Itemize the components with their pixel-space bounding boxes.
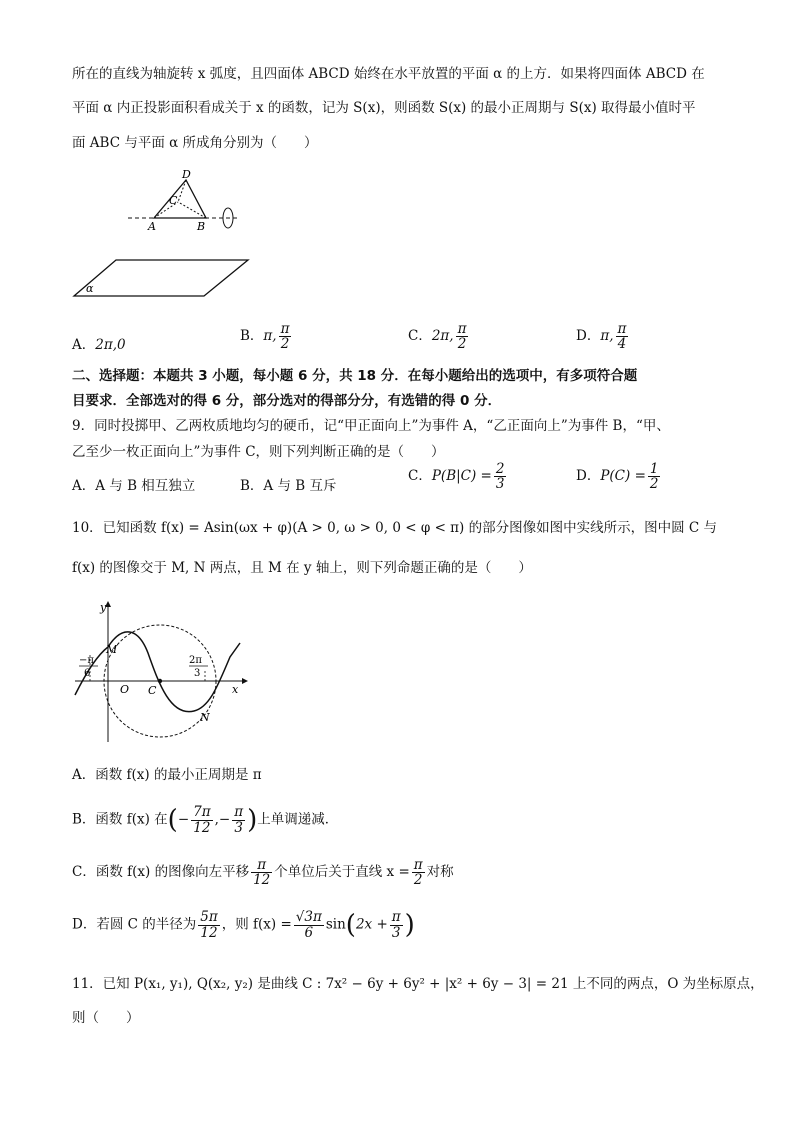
fraction-denominator: 12 <box>200 924 218 941</box>
fraction-numerator: 7π <box>193 804 211 821</box>
option-label: A． <box>72 767 96 783</box>
point-c <box>158 679 162 683</box>
fraction-denominator: 3 <box>391 924 401 941</box>
fraction-numerator: π <box>617 321 627 337</box>
q8-option-d[interactable] <box>576 322 630 351</box>
fraction-denominator: 6 <box>304 924 314 941</box>
label-c: C <box>148 684 157 697</box>
option-text: 2π, <box>431 328 454 345</box>
fraction-denominator: 2 <box>280 336 290 353</box>
q10-line-1: 10．已知函数 f(x) = Asin(ωx + φ)(A > 0, ω > 0, 0 < φ < π) 的部分图像如图中实线所示，图中圆 C 与 <box>72 520 718 536</box>
fraction-numerator: π <box>391 909 401 926</box>
fraction-denominator: 12 <box>193 819 211 836</box>
option-text: π, <box>600 328 614 345</box>
fraction-denominator: 3 <box>234 819 243 836</box>
q9-option-a[interactable] <box>72 474 195 494</box>
q9-option-c[interactable] <box>408 462 508 491</box>
fraction-denominator: 12 <box>253 872 271 889</box>
option-text-post: 对称 <box>426 864 454 881</box>
option-label: B． <box>240 328 264 345</box>
option-text: π, <box>263 328 277 345</box>
fraction-denominator: 4 <box>617 336 627 353</box>
label-m: M <box>106 643 118 656</box>
fraction-numerator: 1 <box>649 461 659 477</box>
label-three: 3 <box>194 668 201 679</box>
label-a: A <box>148 220 156 233</box>
q8-option-b[interactable] <box>240 322 293 351</box>
option-label: A． <box>72 478 96 494</box>
fraction-numerator: π <box>234 804 244 821</box>
option-text: P(B|C) = <box>431 468 492 485</box>
fraction-numerator: π <box>280 321 290 337</box>
edge-dc <box>178 180 186 202</box>
fraction-denominator: 2 <box>649 476 659 493</box>
option-label: B． <box>72 811 96 828</box>
plane-alpha <box>74 260 248 296</box>
option-text: A 与 B 互斥 <box>263 478 337 494</box>
q9-line-2: 乙至少一枚正面向上”为事件 C，则下列判断正确的是（ ） <box>72 444 445 460</box>
option-label: D． <box>576 468 601 485</box>
option-text: 函数 f(x) 的图像向左平移 <box>95 864 250 881</box>
q11-line-2: 则（ ） <box>72 1010 140 1026</box>
q8-option-c[interactable] <box>408 322 470 351</box>
option-label: C． <box>408 468 432 485</box>
fraction-numerator: π <box>251 858 272 873</box>
label-six: 6 <box>84 668 91 679</box>
label-o: O <box>120 683 130 696</box>
sine-circle-graph <box>70 595 255 745</box>
q8-option-a[interactable] <box>72 333 126 353</box>
label-x: x <box>232 683 239 696</box>
tetrahedron-figure <box>68 168 253 303</box>
option-text: 函数 f(x) 在 <box>95 811 168 828</box>
option-text: P(C) = <box>600 468 646 485</box>
fraction-numerator: 5π <box>200 909 218 926</box>
section-2-heading-line-2: 目要求．全部选对的得 6 分，部分选对的得部分分，有选错的得 0 分． <box>72 393 502 409</box>
q8-line-3: 面 ABC 与平面 α 所成角分别为（ ） <box>72 135 318 151</box>
label-two-pi: 2π <box>189 655 202 666</box>
label-d: D <box>182 168 191 181</box>
section-2-heading-line-1: 二、选择题：本题共 3 小题，每小题 6 分，共 18 分．在每小题给出的选项中，有多项符合题 <box>72 368 638 384</box>
q9-option-d[interactable] <box>576 462 662 491</box>
option-label: C． <box>408 328 432 345</box>
fraction-numerator: π <box>413 857 423 873</box>
q10-option-a[interactable] <box>72 763 262 783</box>
x-axis-arrow <box>242 678 248 684</box>
q11-line-1: 11．已知 P(x₁, y₁), Q(x₂, y₂) 是曲线 C : 7x² − 6y + 6y² + |x² + 6y − 3| = 21 上不同的两点，O 为坐标原点， <box>72 976 764 992</box>
sin-function: sin <box>325 916 346 933</box>
fraction-denominator: 2 <box>457 336 467 353</box>
q10-option-d[interactable]: D．若圆 C 的半径为 $\frac{5\pi}{12}$ ，则 f(x) = $\frac{√3\pi}{6}$ sin(2x + $\frac{\pi}{3}$ ) <box>72 909 415 941</box>
option-label: A． <box>72 337 96 353</box>
option-label: C． <box>72 864 96 881</box>
q10-option-b[interactable]: B．函数 f(x) 在(− $\frac{7\pi}{12}$ ,− $\frac{\pi}{3}$ )上单调递减． <box>72 804 339 836</box>
option-label: D． <box>72 916 97 933</box>
option-text-mid: ，则 f(x) = <box>221 916 292 933</box>
label-alpha: α <box>86 282 94 295</box>
fraction-numerator: √3π <box>295 909 322 926</box>
option-label: B． <box>240 478 264 494</box>
label-b: B <box>197 220 206 233</box>
option-text: A 与 B 相互独立 <box>95 478 196 494</box>
option-text-post: 上单调递减． <box>257 811 339 828</box>
option-text-mid: 个单位后关于直线 x = <box>274 864 410 881</box>
option-text: 若圆 C 的半径为 <box>96 916 197 933</box>
option-text-inner: 2x + <box>355 916 388 933</box>
q10-line-2: f(x) 的图像交于 M, N 两点，且 M 在 y 轴上，则下列命题正确的是（ ） <box>72 560 532 576</box>
label-n: N <box>200 711 210 724</box>
option-label: D． <box>576 328 601 345</box>
fraction-numerator: 2 <box>495 461 505 477</box>
fraction-denominator: 3 <box>495 476 505 493</box>
q10-option-c[interactable] <box>72 858 454 887</box>
option-text: 2π,0 <box>95 337 126 353</box>
q9-line-1: 9．同时投掷甲、乙两枚质地均匀的硬币，记“甲正面向上”为事件 A，“乙正面向上”为事件 B，“甲、 <box>72 418 670 434</box>
option-text: 函数 f(x) 的最小正周期是 π <box>95 767 262 783</box>
fraction-numerator: π <box>457 321 467 337</box>
label-neg-pi: −π <box>79 655 94 666</box>
q8-line-2: 平面 α 内正投影面积看成关于 x 的函数，记为 S(x)，则函数 S(x) 的最小正周期与 S(x) 取得最小值时平 <box>72 100 696 116</box>
label-y: y <box>100 601 107 614</box>
label-c: C <box>169 194 178 207</box>
q8-line-1: 所在的直线为轴旋转 x 弧度，且四面体 ABCD 始终在水平放置的平面 α 的上方．如果将四面体 ABCD 在 <box>72 66 705 82</box>
q9-option-b[interactable] <box>240 474 336 494</box>
fraction-denominator: 2 <box>413 872 423 889</box>
